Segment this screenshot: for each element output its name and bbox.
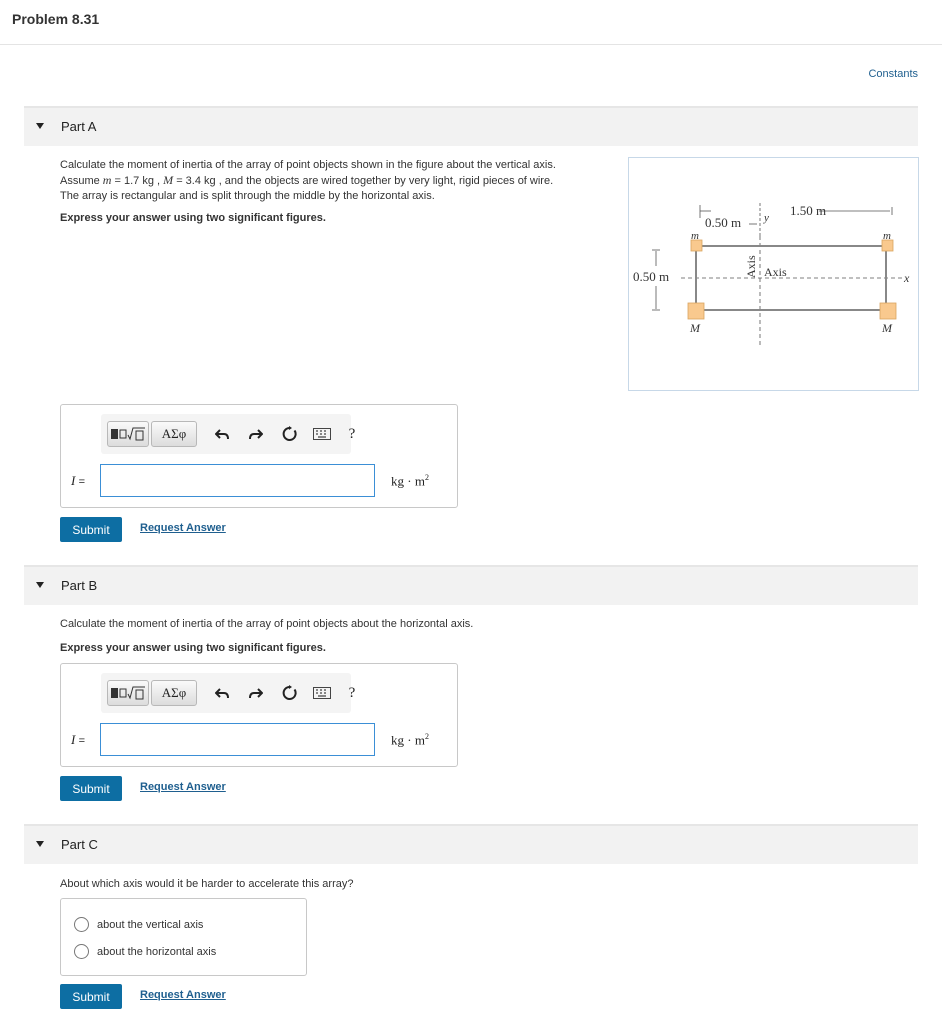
variable-label: I =	[71, 732, 86, 747]
part-a-line3: The array is rectangular and is split through the middle by the horizontal axis.	[60, 190, 435, 202]
redo-icon[interactable]	[245, 424, 267, 444]
part-a-answer-panel	[60, 404, 458, 508]
collapse-triangle-icon[interactable]	[36, 123, 44, 129]
part-c-request-answer-link[interactable]: Request Answer	[140, 989, 226, 1001]
part-a-question	[60, 158, 556, 204]
x-axis-label: x	[904, 271, 910, 285]
constants-link[interactable]: Constants	[868, 68, 918, 80]
keyboard-icon[interactable]	[311, 424, 333, 444]
variable-label: I =	[71, 473, 86, 488]
part-c-submit-button[interactable]: Submit	[60, 984, 122, 1009]
undo-icon[interactable]	[211, 683, 233, 703]
part-a-header[interactable]	[24, 106, 918, 146]
option-vertical-axis[interactable]	[74, 917, 203, 932]
m-symbol: m	[102, 173, 112, 187]
unit-label: kg · $m^2$	[391, 473, 429, 489]
mass-M-right	[880, 303, 896, 319]
label-m-left: m	[691, 230, 699, 242]
M-symbol: M	[163, 173, 174, 187]
problem-figure	[628, 157, 919, 391]
part-a-request-answer-link[interactable]: Request Answer	[140, 522, 226, 534]
dim-top-left: 0.50 m	[705, 215, 742, 230]
page-title: Problem 8.31	[12, 11, 100, 27]
templates-button[interactable]	[107, 421, 149, 447]
part-b-question: Calculate the moment of inertia of the array of point objects about the horizontal axis.	[60, 618, 474, 630]
part-c-options	[60, 898, 307, 976]
header-divider	[0, 44, 942, 45]
part-c-label: Part C	[61, 837, 98, 852]
undo-icon[interactable]	[211, 424, 233, 444]
dim-top-right: 1.50 m	[790, 203, 827, 218]
mass-M-left	[688, 303, 704, 319]
collapse-triangle-icon[interactable]	[36, 841, 44, 847]
greek-symbols-button[interactable]: ΑΣφ	[151, 421, 197, 447]
collapse-triangle-icon[interactable]	[36, 582, 44, 588]
part-b-request-answer-link[interactable]: Request Answer	[140, 781, 226, 793]
part-c-question: About which axis would it be harder to accelerate this array?	[60, 878, 354, 890]
label-m-right: m	[883, 230, 891, 242]
part-a-instruction: Express your answer using two significant figures.	[60, 212, 326, 224]
option-label: about the vertical axis	[97, 918, 204, 931]
templates-button[interactable]	[107, 680, 149, 706]
dim-left: 0.50 m	[633, 269, 670, 284]
math-toolbar	[101, 414, 356, 454]
keyboard-icon[interactable]	[311, 683, 333, 703]
part-a-submit-button[interactable]: Submit	[60, 517, 122, 542]
horizontal-axis-label: Axis	[764, 265, 787, 279]
help-button[interactable]: ?	[348, 684, 356, 701]
label-M-left: M	[690, 321, 700, 335]
greek-symbols-button[interactable]: ΑΣφ	[151, 680, 197, 706]
radio-button[interactable]	[74, 917, 89, 932]
y-axis-label: y	[764, 212, 769, 224]
option-label: about the horizontal axis	[97, 945, 217, 958]
part-b-label: Part B	[61, 578, 98, 593]
redo-icon[interactable]	[245, 683, 267, 703]
radio-button[interactable]	[74, 944, 89, 959]
vertical-axis-label: Axis	[744, 255, 758, 278]
unit-label: kg · $m^2$	[391, 732, 429, 748]
templates-icon	[109, 425, 147, 443]
templates-icon	[109, 684, 147, 702]
help-button[interactable]: ?	[348, 425, 356, 442]
part-b-submit-button[interactable]: Submit	[60, 776, 122, 801]
part-a-line2: Assume m = 1.7 kg , M = 3.4 kg , and the objects are wired together by very light, rigid pieces of wire.	[60, 173, 554, 187]
part-a-answer-input[interactable]	[100, 464, 375, 497]
part-b-answer-input[interactable]	[100, 723, 375, 756]
part-b-answer-panel	[60, 663, 458, 767]
label-M-right: M	[882, 321, 892, 335]
part-a-line1: Calculate the moment of inertia of the array of point objects shown in the figure about the vertical axis.	[60, 159, 556, 171]
option-horizontal-axis[interactable]	[74, 944, 216, 959]
part-b-header[interactable]	[24, 565, 918, 605]
part-b-instruction: Express your answer using two significant figures.	[60, 642, 326, 654]
part-a-label: Part A	[61, 119, 97, 134]
math-toolbar	[101, 673, 356, 713]
reset-icon[interactable]	[279, 683, 301, 703]
figure-diagram	[629, 158, 920, 392]
part-c-header[interactable]	[24, 824, 918, 864]
reset-icon[interactable]	[279, 424, 301, 444]
